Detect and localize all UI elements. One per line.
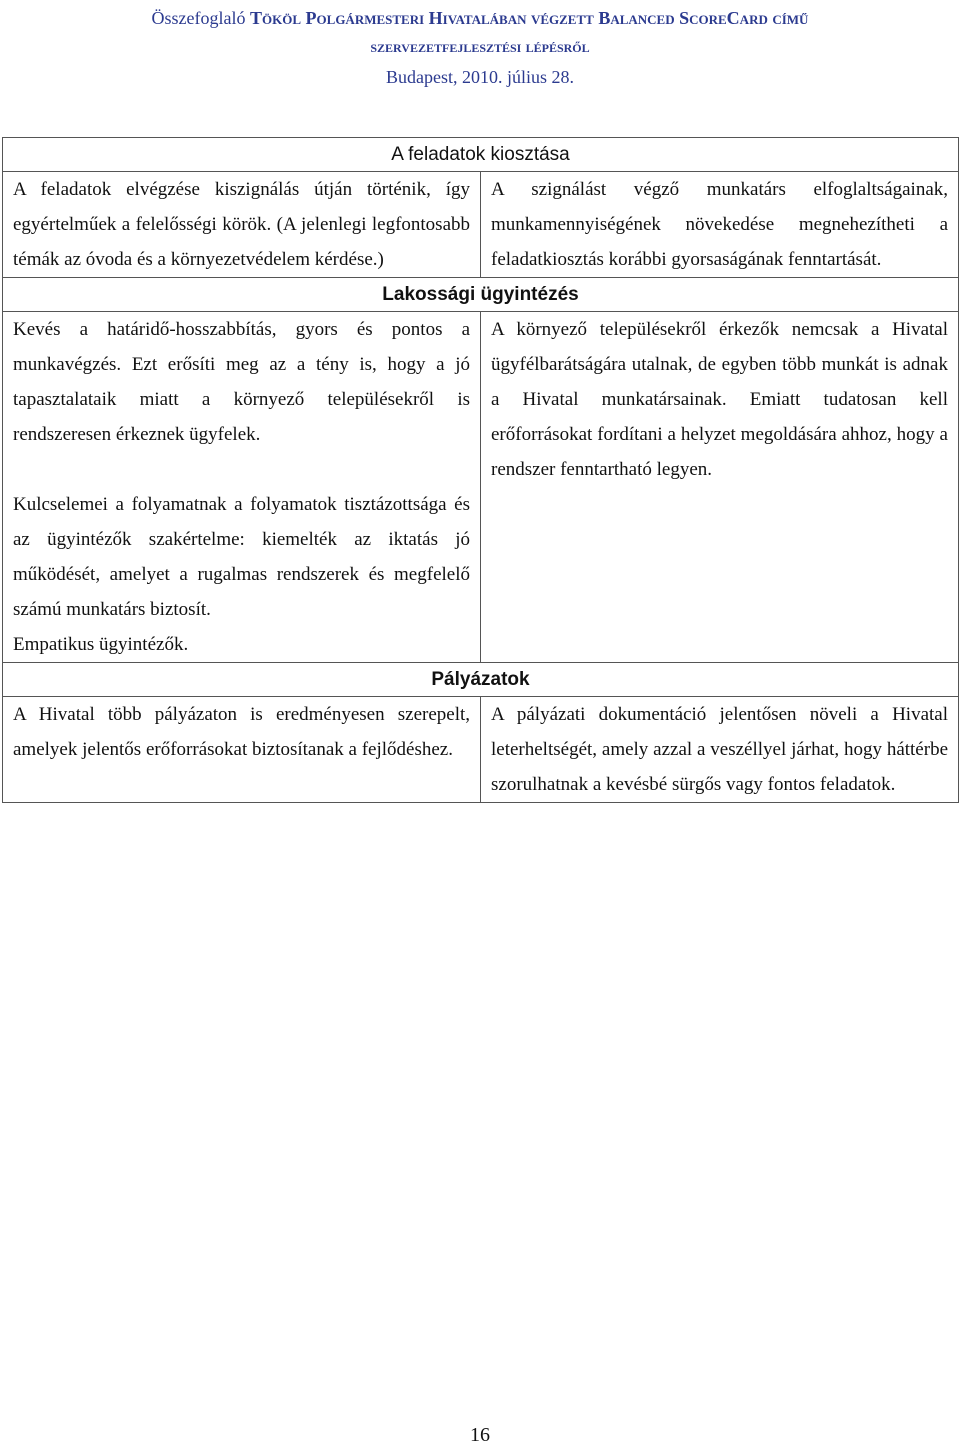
strength-text: Kulcselemei a folyamatnak a folyamatok tisztázottsága és az ügyintézők szakértelme: kiemelték az iktatás jó működését, amelyet a rugalmas rendszerek és megfelelő számú munkatárs biztosít.	[13, 494, 470, 620]
section-header-row	[3, 278, 959, 312]
page-number: 16	[470, 1424, 490, 1446]
section-title: A feladatok kiosztása	[3, 138, 959, 172]
section-title: Pályázatok	[3, 663, 959, 697]
strength-text: A feladatok elvégzése kiszignálás útján történik, így egyértelműek a felelősségi körök. (A jelenlegi legfontosabb témák az óvoda és a környezetvédelem kérdése.)	[13, 179, 470, 270]
strength-text: Kevés a határidő-hosszabbítás, gyors és pontos a munkavégzés. Ezt erősíti meg az a tény is, hogy a jó tapasztalataik miatt a környező településekről is rendszeresen érkeznek ügyfelek.	[13, 319, 470, 445]
strength-cell	[3, 312, 481, 663]
header-title-line	[0, 6, 960, 30]
risk-cell	[481, 697, 959, 803]
header-date: Budapest, 2010. július 28.	[386, 67, 574, 87]
risk-cell	[481, 312, 959, 663]
header-prefix: Összefoglaló	[151, 8, 246, 28]
risk-text: A szignálást végző munkatárs elfoglaltságainak, munkamennyiségének növekedése megnehezítheti a feladatkiosztás korábbi gyorsaságának fenntartását.	[491, 179, 948, 270]
strength-cell	[3, 697, 481, 803]
risk-cell	[481, 172, 959, 278]
section-header-row	[3, 663, 959, 697]
risk-text: A környező településekről érkezők nemcsak a Hivatal ügyfélbarátságára utalnak, de egyben több munkát is adnak a Hivatal munkatársainak. Emiatt tudatosan kell erőforrásokat fordítani a helyzet megoldására ahhoz, hogy a rendszer fenntartható legyen.	[491, 319, 948, 480]
section-header-row	[3, 138, 959, 172]
header-subtitle: szervezetfejlesztési lépésről	[370, 37, 590, 56]
strength-cell	[3, 172, 481, 278]
section-content-row	[3, 312, 959, 663]
strength-text: A Hivatal több pályázaton is eredményesen szerepelt, amelyek jelentős erőforrásokat biztosítanak a fejlődéshez.	[13, 704, 470, 760]
header-title: Tököl Polgármesteri Hivatalában végzett Balanced ScoreCard című	[250, 8, 809, 28]
strength-text: Empatikus ügyintézők.	[13, 634, 189, 655]
document-header	[0, 6, 960, 90]
section-title: Lakossági ügyintézés	[3, 278, 959, 312]
section-content-row	[3, 697, 959, 803]
section-content-row	[3, 172, 959, 278]
risk-text: A pályázati dokumentáció jelentősen növeli a Hivatal leterheltségét, amely azzal a veszéllyel járhat, hogy háttérbe szorulhatnak a kevésbé sürgős vagy fontos feladatok.	[491, 704, 948, 795]
swot-table	[2, 137, 959, 803]
